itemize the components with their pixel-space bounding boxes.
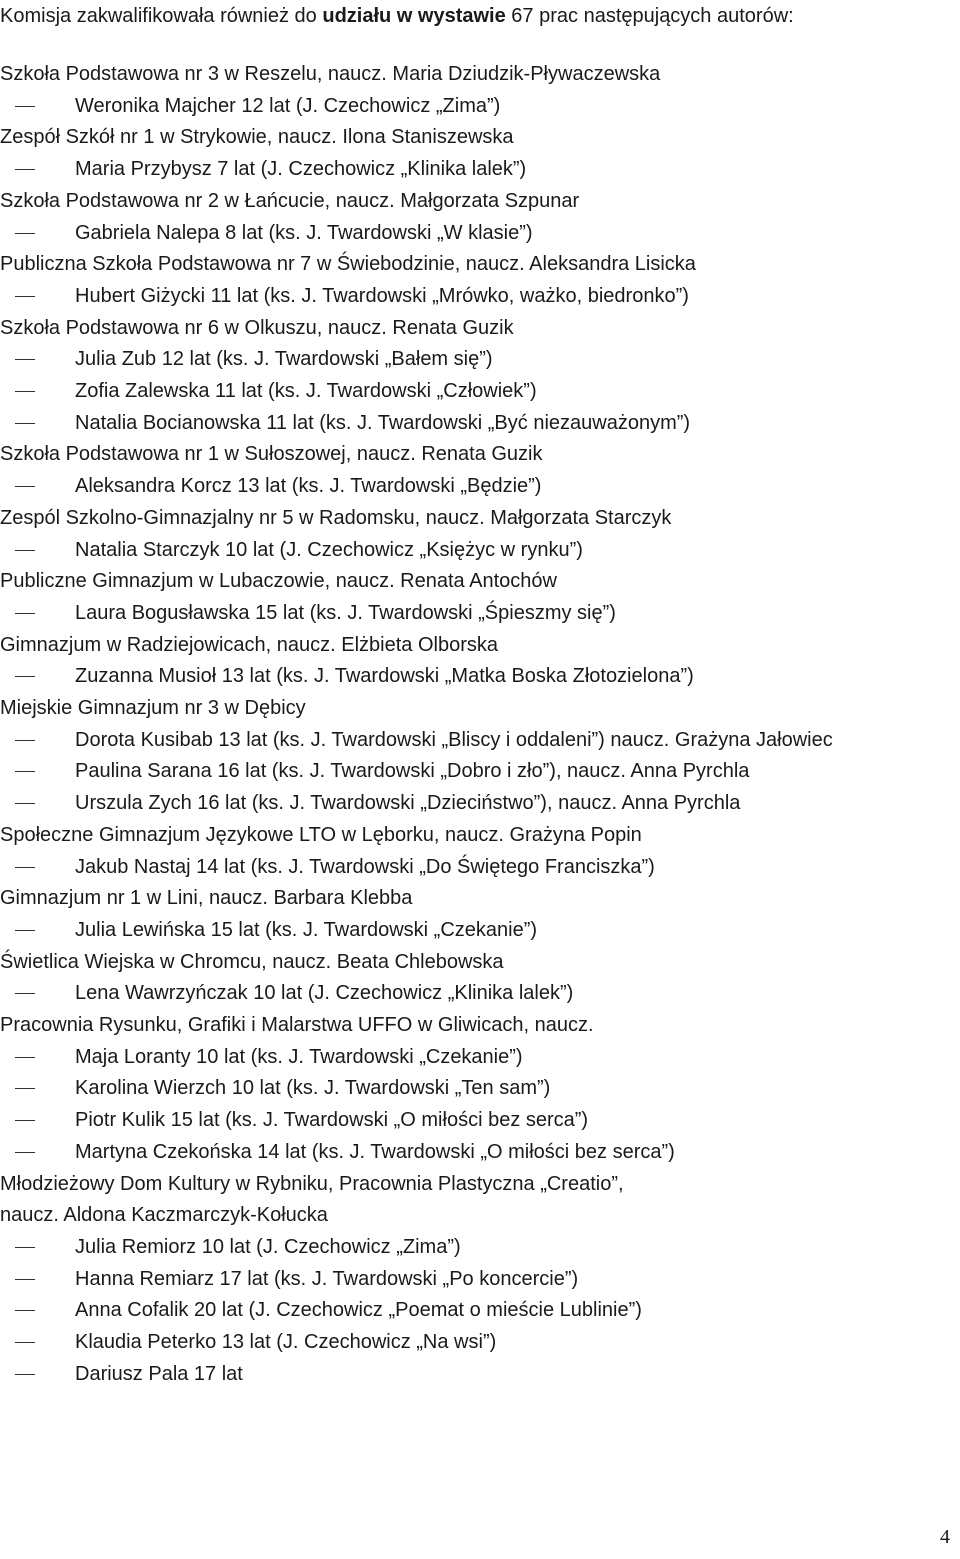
dash-bullet-icon	[15, 930, 35, 931]
dash-bullet-icon	[15, 106, 35, 107]
dash-bullet-icon	[15, 676, 35, 677]
dash-bullet-icon	[15, 169, 35, 170]
institution-text: Zespól Szkolno-Gimnazjalny nr 5 w Radomsku, naucz. Małgorzata Starczyk	[0, 507, 672, 529]
dash-bullet-icon	[15, 867, 35, 868]
dash-bullet-icon	[15, 993, 35, 994]
author-entry-text: Zofia Zalewska 11 lat (ks. J. Twardowski „Człowiek”)	[75, 380, 537, 402]
dash-bullet-icon	[15, 391, 35, 392]
dash-bullet-icon	[15, 296, 35, 297]
institution-text: Miejskie Gimnazjum nr 3 w Dębicy	[0, 697, 306, 719]
institution-text: Szkoła Podstawowa nr 3 w Reszelu, naucz. Maria Dziudzik-Pływaczewska	[0, 63, 661, 85]
author-entry-text: Hanna Remiarz 17 lat (ks. J. Twardowski „Po koncercie”)	[75, 1268, 579, 1290]
author-entry-text: Julia Lewińska 15 lat (ks. J. Twardowski „Czekanie”)	[75, 919, 538, 941]
institution-text: Publiczna Szkoła Podstawowa nr 7 w Świebodzinie, naucz. Aleksandra Lisicka	[0, 253, 696, 275]
author-entry-text: Gabriela Nalepa 8 lat (ks. J. Twardowski „W klasie”)	[75, 222, 533, 244]
dash-bullet-icon	[15, 1057, 35, 1058]
intro-text-end: 67 prac następujących autorów:	[505, 5, 794, 27]
page-number: 4	[940, 1526, 950, 1548]
author-entry-text: Piotr Kulik 15 lat (ks. J. Twardowski „O miłości bez serca”)	[75, 1109, 589, 1131]
author-entry-text: Julia Remiorz 10 lat (J. Czechowicz „Zima”)	[75, 1236, 461, 1258]
dash-bullet-icon	[15, 359, 35, 360]
dash-bullet-icon	[15, 1247, 35, 1248]
dash-bullet-icon	[15, 486, 35, 487]
dash-bullet-icon	[15, 1120, 35, 1121]
author-entry-text: Dorota Kusibab 13 lat (ks. J. Twardowski „Bliscy i oddaleni”) naucz. Grażyna Jałowiec	[75, 729, 833, 751]
author-entry-text: Karolina Wierzch 10 lat (ks. J. Twardowski „Ten sam”)	[75, 1077, 551, 1099]
author-entry-text: Lena Wawrzyńczak 10 lat (J. Czechowicz „Klinika lalek”)	[75, 982, 574, 1004]
institution-text: Zespół Szkół nr 1 w Strykowie, naucz. Ilona Staniszewska	[0, 126, 514, 148]
author-entry-text: Laura Bogusławska 15 lat (ks. J. Twardowski „Śpieszmy się”)	[75, 602, 616, 624]
author-entry-text: Urszula Zych 16 lat (ks. J. Twardowski „Dzieciństwo”), naucz. Anna Pyrchla	[75, 792, 741, 814]
author-entry-text: Klaudia Peterko 13 lat (J. Czechowicz „Na wsi”)	[75, 1331, 497, 1353]
dash-bullet-icon	[15, 771, 35, 772]
dash-bullet-icon	[15, 423, 35, 424]
dash-bullet-icon	[15, 1310, 35, 1311]
intro-text-start: Komisja zakwalifikowała również do	[0, 5, 323, 27]
dash-bullet-icon	[15, 550, 35, 551]
author-entry-text: Paulina Sarana 16 lat (ks. J. Twardowski „Dobro i zło”), naucz. Anna Pyrchla	[75, 760, 750, 782]
dash-bullet-icon	[15, 613, 35, 614]
author-entry-text: Natalia Bocianowska 11 lat (ks. J. Twardowski „Być niezauważonym”)	[75, 412, 691, 434]
dash-bullet-icon	[15, 740, 35, 741]
institution-text: Gimnazjum nr 1 w Lini, naucz. Barbara Klebba	[0, 887, 413, 909]
institution-text: Gimnazjum w Radziejowicach, naucz. Elżbieta Olborska	[0, 634, 498, 656]
institution-text: naucz. Aldona Kaczmarczyk-Kołucka	[0, 1204, 328, 1226]
author-entry-text: Zuzanna Musioł 13 lat (ks. J. Twardowski „Matka Boska Złotozielona”)	[75, 665, 694, 687]
institution-text: Społeczne Gimnazjum Językowe LTO w Lęborku, naucz. Grażyna Popin	[0, 824, 642, 846]
institution-text: Szkoła Podstawowa nr 1 w Sułoszowej, naucz. Renata Guzik	[0, 443, 543, 465]
author-entry-text: Maria Przybysz 7 lat (J. Czechowicz „Klinika lalek”)	[75, 158, 527, 180]
author-entry-text: Dariusz Pala 17 lat	[75, 1363, 243, 1385]
institution-text: Świetlica Wiejska w Chromcu, naucz. Beata Chlebowska	[0, 951, 504, 973]
institution-text: Publiczne Gimnazjum w Lubaczowie, naucz. Renata Antochów	[0, 570, 557, 592]
author-entry-text: Martyna Czekońska 14 lat (ks. J. Twardowski „O miłości bez serca”)	[75, 1141, 675, 1163]
institution-text: Pracownia Rysunku, Grafiki i Malarstwa UFFO w Gliwicach, naucz.	[0, 1014, 594, 1036]
institution-text: Szkoła Podstawowa nr 6 w Olkuszu, naucz. Renata Guzik	[0, 317, 514, 339]
dash-bullet-icon	[15, 803, 35, 804]
author-entry-text: Aleksandra Korcz 13 lat (ks. J. Twardowski „Będzie”)	[75, 475, 542, 497]
dash-bullet-icon	[15, 1088, 35, 1089]
institution-text: Młodzieżowy Dom Kultury w Rybniku, Pracownia Plastyczna „Creatio”,	[0, 1173, 624, 1195]
author-entry-text: Weronika Majcher 12 lat (J. Czechowicz „Zima”)	[75, 95, 501, 117]
institution-text: Szkoła Podstawowa nr 2 w Łańcucie, naucz. Małgorzata Szpunar	[0, 190, 580, 212]
dash-bullet-icon	[15, 1342, 35, 1343]
author-entry-text: Jakub Nastaj 14 lat (ks. J. Twardowski „Do Świętego Franciszka”)	[75, 856, 655, 878]
author-entry-text: Maja Loranty 10 lat (ks. J. Twardowski „Czekanie”)	[75, 1046, 523, 1068]
author-entry-text: Julia Zub 12 lat (ks. J. Twardowski „Bałem się”)	[75, 348, 493, 370]
dash-bullet-icon	[15, 1279, 35, 1280]
dash-bullet-icon	[15, 233, 35, 234]
author-entry-text: Anna Cofalik 20 lat (J. Czechowicz „Poemat o mieście Lublinie”)	[75, 1299, 642, 1321]
dash-bullet-icon	[15, 1152, 35, 1153]
intro-text-bold: udziału w wystawie	[322, 5, 506, 27]
author-entry-text: Natalia Starczyk 10 lat (J. Czechowicz „Księżyc w rynku”)	[75, 539, 583, 561]
author-entry-text: Hubert Giżycki 11 lat (ks. J. Twardowski „Mrówko, ważko, biedronko”)	[75, 285, 689, 307]
dash-bullet-icon	[15, 1374, 35, 1375]
